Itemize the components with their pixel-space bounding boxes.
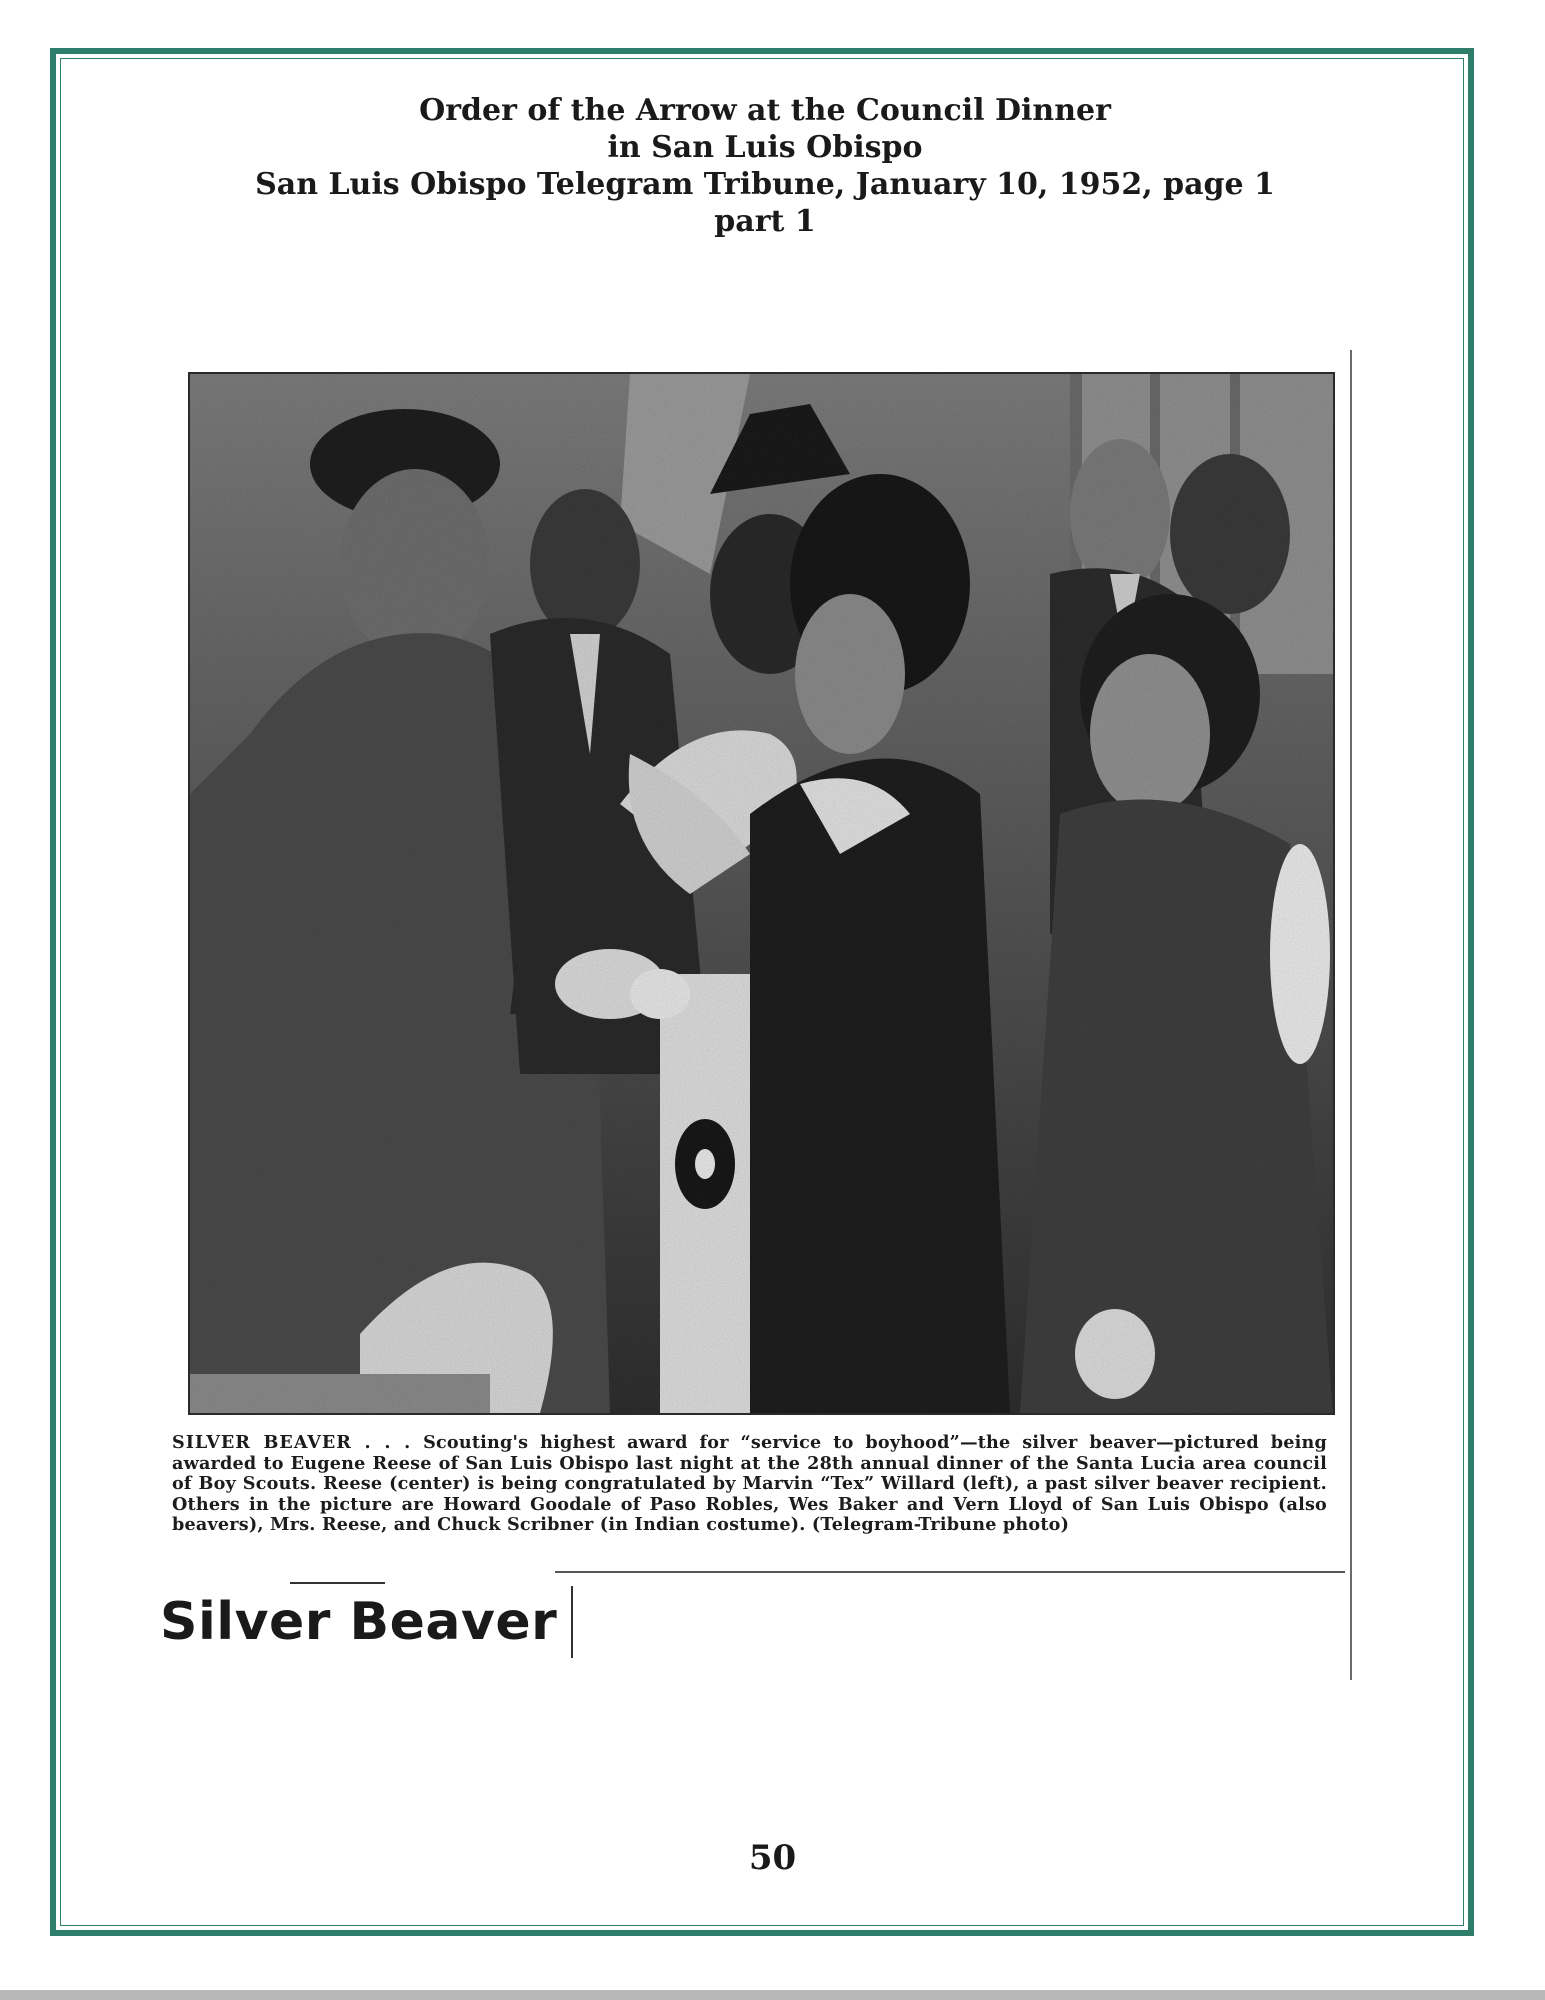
caption-body: Scouting's highest award for “service to boyhood”—the silver beaver—pictured being awarded to Eugene Reese of San Luis Obispo last night at the 28th annual dinner of the Santa Lucia area council of Boy Scouts. Reese (center) is being congratulated by Marvin “Tex” Willard (left), a past silver beaver recipient. Others in the picture are Howard Goodale of Paso Robles, Wes Baker and Vern Lloyd of San Luis Obispo (also beavers), Mrs. Reese, and Chuck Scribner (in Indian costume). (Telegram-Tribune photo) bbox=[172, 1432, 1327, 1535]
title-line-2: in San Luis Obispo bbox=[607, 130, 923, 165]
newspaper-photo bbox=[188, 372, 1335, 1415]
clipping-headline: Silver Beaver bbox=[160, 1592, 558, 1652]
headline-rule bbox=[290, 1582, 385, 1584]
clipping-column-rule bbox=[1350, 350, 1352, 1680]
title-line-3: San Luis Obispo Telegram Tribune, January 10, 1952, page 1 bbox=[255, 167, 1275, 202]
title-line-4: part 1 bbox=[714, 204, 816, 239]
caption-divider bbox=[555, 1571, 1345, 1573]
headline-box bbox=[160, 1586, 573, 1658]
page-number: 50 bbox=[748, 1838, 797, 1878]
scan-edge bbox=[0, 1990, 1545, 2000]
page-title bbox=[200, 92, 1330, 240]
title-line-1: Order of the Arrow at the Council Dinner bbox=[419, 93, 1111, 128]
photo-caption bbox=[172, 1433, 1327, 1536]
caption-lead: SILVER BEAVER . . . bbox=[172, 1432, 412, 1453]
photo-illustration bbox=[190, 374, 1333, 1413]
